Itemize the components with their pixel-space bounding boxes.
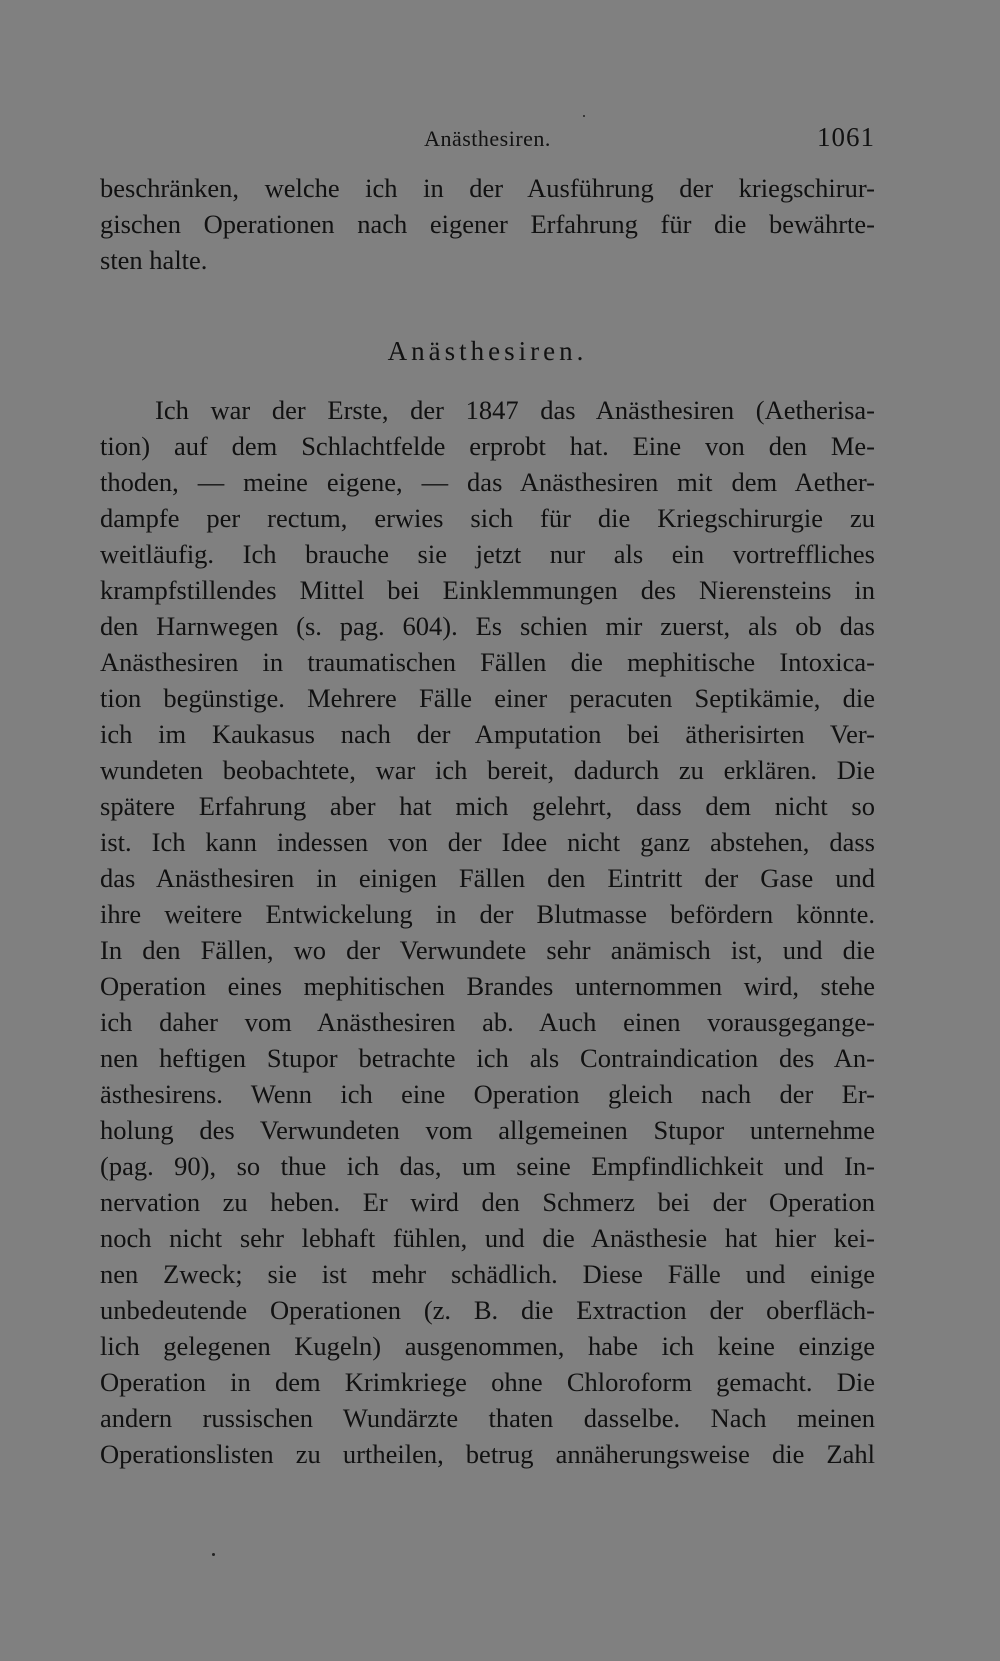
text-line: Operation in dem Krimkriege ohne Chloroform gemacht. Die xyxy=(100,1367,875,1397)
text-line: weitläufig. Ich brauche sie jetzt nur als ein vortreffliches xyxy=(100,539,875,569)
page-number: 1061 xyxy=(817,122,875,152)
section-heading: Anästhesiren. xyxy=(387,336,588,366)
text-line: dampfe per rectum, erwies sich für die Kriegschirurgie zu xyxy=(100,503,875,533)
text-line: nervation zu heben. Er wird den Schmerz bei der Operation xyxy=(100,1187,875,1217)
scan-speck xyxy=(583,115,585,117)
text-line: ich daher vom Anästhesiren ab. Auch einen vorausgegange- xyxy=(100,1007,875,1037)
text-line: tion begünstige. Mehrere Fälle einer peracuten Septikämie, die xyxy=(100,683,875,713)
text-line: (pag. 90), so thue ich das, um seine Empfindlichkeit und In- xyxy=(100,1151,875,1181)
text-line: den Harnwegen (s. pag. 604). Es schien mir zuerst, als ob das xyxy=(100,611,875,641)
text-line: wundeten beobachtete, war ich bereit, dadurch zu erklären. Die xyxy=(100,755,875,785)
text-line: Operationslisten zu urtheilen, betrug annäherungsweise die Zahl xyxy=(100,1439,875,1469)
text-line: andern russischen Wundärzte thaten dasselbe. Nach meinen xyxy=(100,1403,875,1433)
text-line: In den Fällen, wo der Verwundete sehr anämisch ist, und die xyxy=(100,935,875,965)
text-line: ästhesirens. Wenn ich eine Operation gleich nach der Er- xyxy=(100,1079,875,1109)
text-line: das Anästhesiren in einigen Fällen den Eintritt der Gase und xyxy=(100,863,875,893)
text-line: ich im Kaukasus nach der Amputation bei ätherisirten Ver- xyxy=(100,719,875,749)
text-line: thoden, — meine eigene, — das Anästhesiren mit dem Aether- xyxy=(100,467,875,497)
text-line: nen heftigen Stupor betrachte ich als Contraindication des An- xyxy=(100,1043,875,1073)
text-line: spätere Erfahrung aber hat mich gelehrt, dass dem nicht so xyxy=(100,791,875,821)
text-line: holung des Verwundeten vom allgemeinen Stupor unternehme xyxy=(100,1115,875,1145)
text-line: beschränken, welche ich in der Ausführung der kriegschirur- xyxy=(100,173,875,203)
scan-speck xyxy=(212,1553,215,1556)
text-line: unbedeutende Operationen (z. B. die Extraction der oberfläch- xyxy=(100,1295,875,1325)
text-line: ist. Ich kann indessen von der Idee nicht ganz abstehen, dass xyxy=(100,827,875,857)
running-head xyxy=(100,122,875,158)
text-line: noch nicht sehr lebhaft fühlen, und die Anästhesie hat hier kei- xyxy=(100,1223,875,1253)
text-line: lich gelegenen Kugeln) ausgenommen, habe ich keine einzige xyxy=(100,1331,875,1361)
text-line: nen Zweck; sie ist mehr schädlich. Diese Fälle und einige xyxy=(100,1259,875,1289)
text-line: gischen Operationen nach eigener Erfahrung für die bewährte- xyxy=(100,209,875,239)
text-line: Ich war der Erste, der 1847 das Anästhesiren (Aetherisa- xyxy=(155,395,875,425)
text-line: Anästhesiren in traumatischen Fällen die mephitische Intoxica- xyxy=(100,647,875,677)
text-line: ihre weitere Entwickelung in der Blutmasse befördern könnte. xyxy=(100,899,875,929)
text-line: Operation eines mephitischen Brandes unternommen wird, stehe xyxy=(100,971,875,1001)
text-line: tion) auf dem Schlachtfelde erprobt hat. Eine von den Me- xyxy=(100,431,875,461)
text-line: sten halte. xyxy=(100,245,208,275)
running-title: Anästhesiren. xyxy=(424,126,551,151)
text-line: krampfstillendes Mittel bei Einklemmungen des Nierensteins in xyxy=(100,575,875,605)
